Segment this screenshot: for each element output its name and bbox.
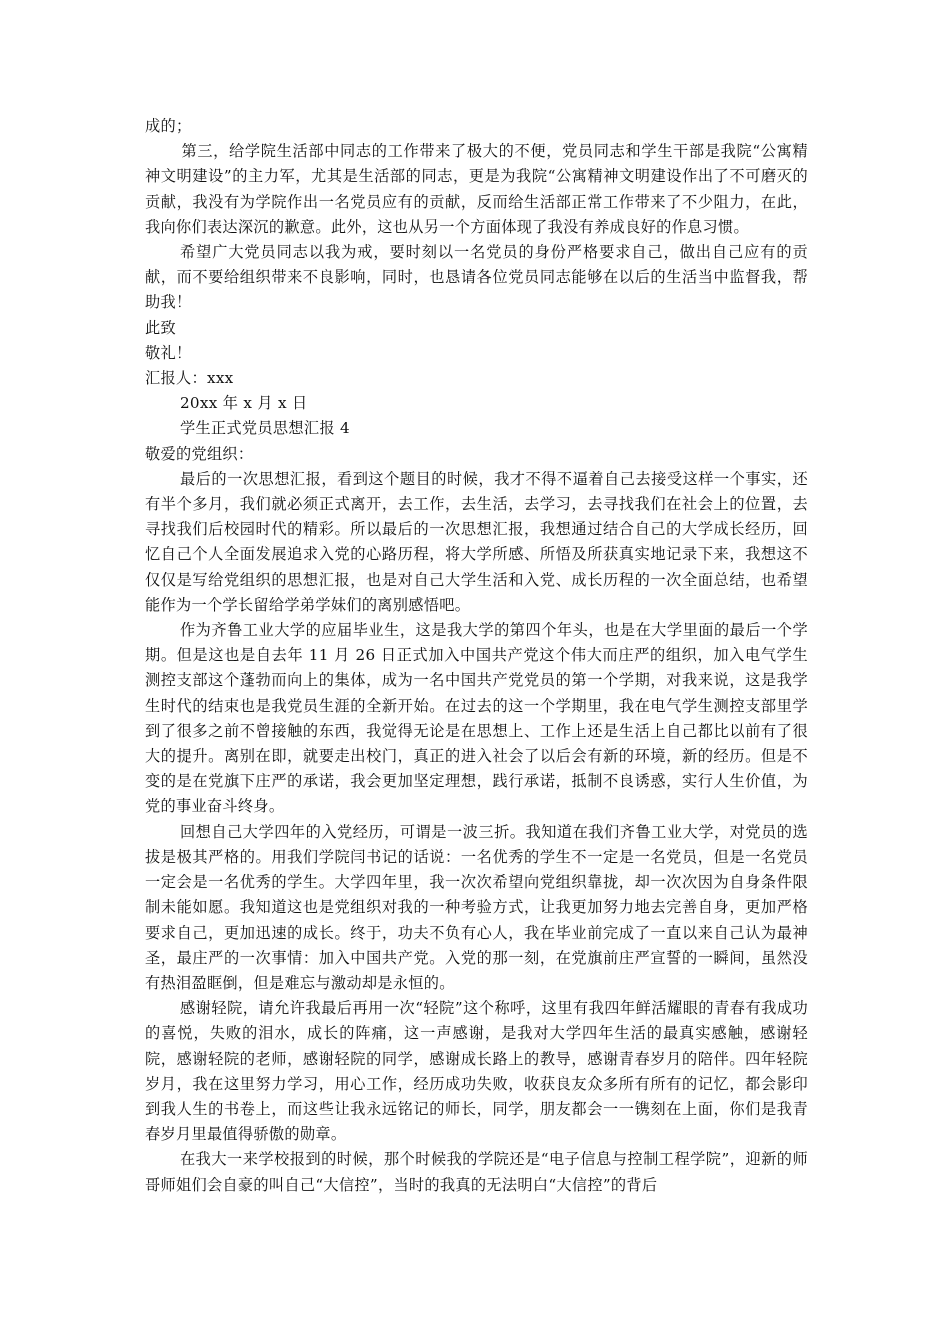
reporter-line: 汇报人：xxx xyxy=(145,369,234,388)
paragraph-thanks: 感谢轻院，请允许我最后再用一次“轻院”这个称呼，这里有我四年鲜活耀眼的青春有我成功的喜悦，失败的泪水，成长的阵痛，这一声感谢，是我对大学四年生活的最真实感触，感谢轻院，感谢轻院的老师，感谢轻院的同学，感谢成长路上的教导，感谢青春岁月的陪伴。四年轻院岁月，我在这里努力学习，用心工作，经历成功失败，收获良友众多所有所有的记忆，都会影印到我人生的书卷上，而这些让我永远铭记的师长，同学，朋友都会一一镌刻在上面，你们是我青春岁月里最值得骄傲的勋章。 xyxy=(145,999,808,1144)
section-title: 学生正式党员思想汇报 4 xyxy=(179,419,350,438)
paragraph-graduate: 作为齐鲁工业大学的应届毕业生，这是我大学的第四个年头，也是在大学里面的最后一个学期。但是这也是自去年 11 月 26 日正式加入中国共产党这个伟大而庄严的组织，加入电气学生测控支部这个蓬勃而向上的集体，成为一名中国共产党党员的第一个学期，对我来说，这是我学生时代的结束也是我党员生涯的全新开始。在过去的这一个学期里，我在电气学生测控支部里学到了很多之前不曾接触的东西，我觉得无论是在思想上、工作上还是生活上自己都比以前有了很大的提升。离别在即，就要走出校门，真正的进入社会了以后会有新的环境，新的经历。但是不变的是在党旗下庄严的承诺，我会更加坚定理想，践行承诺，抵制不良诱惑，实行人生价值，为党的事业奋斗终身。 xyxy=(145,621,808,816)
paragraph-freshman: 在我大一来学校报到的时候，那个时候我的学院还是“电子信息与控制工程学院”，迎新的师哥师姐们会自豪的叫自己“大信控”，当时的我真的无法明白“大信控”的背后 xyxy=(145,1150,808,1194)
closing-line-1: 此致 xyxy=(145,318,176,337)
paragraph-recall: 回想自己大学四年的入党经历，可谓是一波三折。我知道在我们齐鲁工业大学，对党员的选拔是极其严格的。用我们学院闫书记的话说：一名优秀的学生不一定是一名党员，但是一名党员一定会是一名优秀的学生。大学四年里，我一次次希望向党组织靠拢，却一次次因为自身条件限制未能如愿。我知道这也是党组织对我的一种考验方式，让我更加努力地去完善自身，更加严格要求自己，更加迅速的成长。终于，功夫不负有心人，我在毕业前完成了一直以来自己认为最神圣，最庄严的一次事情：加入中国共产党。入党的那一刻，在党旗前庄严宣誓的一瞬间，虽然没有热泪盈眶倒，但是难忘与激动却是永恒的。 xyxy=(145,822,808,992)
document-body xyxy=(145,114,808,1198)
paragraph-last-report: 最后的一次思想汇报，看到这个题目的时候，我才不得不逼着自己去接受这样一个事实，还有半个多月，我们就必须正式离开，去工作，去生活，去学习，去寻找我们在社会上的位置，去寻找我们后校园时代的精彩。所以最后的一次思想汇报，我想通过结合自己的大学成长经历，回忆自己个人全面发展追求入党的心路历程，将大学所感、所悟及所获真实地记录下来，我想这不仅仅是写给党组织的思想汇报，也是对自己大学生活和入党、成长历程的一次全面总结，也希望能作为一个学长留给学弟学妹们的离别感悟吧。 xyxy=(145,469,808,614)
paragraph-third-point: 第三，给学院生活部中同志的工作带来了极大的不便，党员同志和学生干部是我院“公寓精神文明建设”的主力军，尤其是生活部的同志，更是为我院“公寓精神文明建设作出了不可磨灭的贡献，我没有为学院作出一名党员应有的贡献，反而给生活部正常工作带来了不少阻力，在此，我向你们表达深沉的歉意。此外，这也从另一个方面体现了我没有养成良好的作息习惯。 xyxy=(145,142,808,236)
date-line: 20xx 年 x 月 x 日 xyxy=(179,394,308,413)
closing-line-2: 敬礼！ xyxy=(145,343,192,362)
fragment-line: 成的； xyxy=(145,117,192,135)
paragraph-hope: 希望广大党员同志以我为戒，要时刻以一名党员的身份严格要求自己，做出自己应有的贡献，而不要给组织带来不良影响，同时，也恳请各位党员同志能够在以后的生活当中监督我，帮助我！ xyxy=(145,243,808,312)
salutation: 敬爱的党组织： xyxy=(145,444,254,463)
